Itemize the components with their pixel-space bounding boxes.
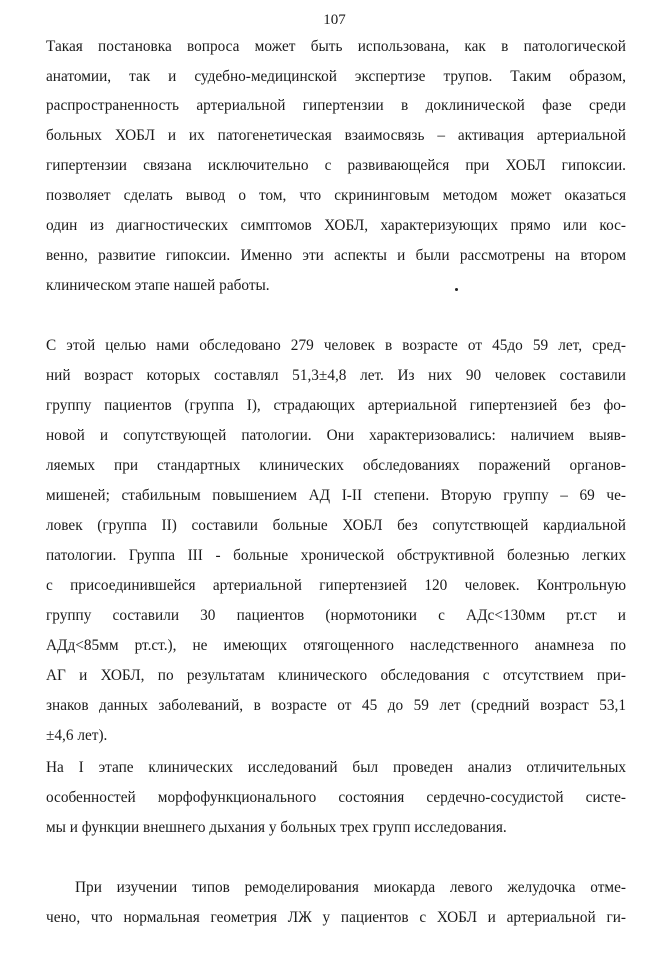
text-line: группу пациентов (группа I), страдающих артериальной гипертензией без фо- — [46, 397, 626, 414]
text-line: позволяет сделать вывод о том, что скрининговым методом может оказаться — [46, 187, 626, 204]
text-line: мы и функции внешнего дыхания у больных трех групп исследования. — [46, 819, 507, 836]
text-line: АГ и ХОБЛ, по результатам клинического обследования с отсутствием при- — [46, 667, 626, 684]
text-line: один из диагностических симптомов ХОБЛ, характеризующих прямо или кос- — [46, 217, 626, 234]
text-line: венно, развитие гипоксии. Именно эти аспекты и были рассмотрены на втором — [46, 247, 626, 264]
text-line: распространенность артериальной гипертензии в доклинической фазе среди — [46, 97, 626, 114]
text-line: На I этапе клинических исследований был проведен анализ отличительных — [46, 759, 626, 776]
text-line: ляемых при стандартных клинических обследованиях поражений органов- — [46, 457, 626, 474]
text-line: патологии. Группа III - больные хронической обструктивной болезнью легких — [46, 547, 626, 564]
text-line: новой и сопутствующей патологии. Они характеризовались: наличием выяв- — [46, 427, 626, 444]
text-line: с присоединившейся артериальной гипертензией 120 человек. Контрольную — [46, 577, 626, 594]
text-line: больных ХОБЛ и их патогенетическая взаимосвязь – активация артериальной — [46, 127, 626, 144]
text-line: гипертензии связана исключительно с развивающейся при ХОБЛ гипоксии. — [46, 157, 626, 174]
text-line: анатомии, так и судебно-медицинской экспертизе трупов. Таким образом, — [46, 68, 626, 85]
text-line: клиническом этапе нашей работы. — [46, 277, 270, 294]
text-line: группу составили 30 пациентов (нормотоники с АДс<130мм рт.ст и — [46, 607, 626, 624]
page-number: 107 — [323, 12, 346, 28]
text-line: мишеней; стабильным повышением АД I-II степени. Вторую группу – 69 че- — [46, 487, 626, 504]
text-line: особенностей морфофункционального состояния сердечно-сосудистой систе- — [46, 789, 626, 806]
scan-speck — [455, 288, 458, 291]
text-line: знаков данных заболеваний, в возрасте от 45 до 59 лет (средний возраст 53,1 — [46, 697, 626, 714]
text-line: чено, что нормальная геометрия ЛЖ у пациентов с ХОБЛ и артериальной ги- — [46, 909, 626, 926]
text-line: ±4,6 лет). — [46, 727, 108, 744]
text-line: ний возраст которых составлял 51,3±4,8 лет. Из них 90 человек составили — [46, 367, 626, 384]
text-line: Такая постановка вопроса может быть использована, как в патологической — [46, 38, 626, 55]
text-line: С этой целью нами обследовано 279 человек в возрасте от 45до 59 лет, сред- — [46, 337, 626, 354]
text-line: ловек (группа II) составили больные ХОБЛ без сопутствющей кардиальной — [46, 517, 626, 534]
text-line: При изучении типов ремоделирования миокарда левого желудочка отме- — [75, 879, 626, 896]
text-line: АДд<85мм рт.ст.), не имеющих отягощенного наследственного анамнеза по — [46, 637, 626, 654]
